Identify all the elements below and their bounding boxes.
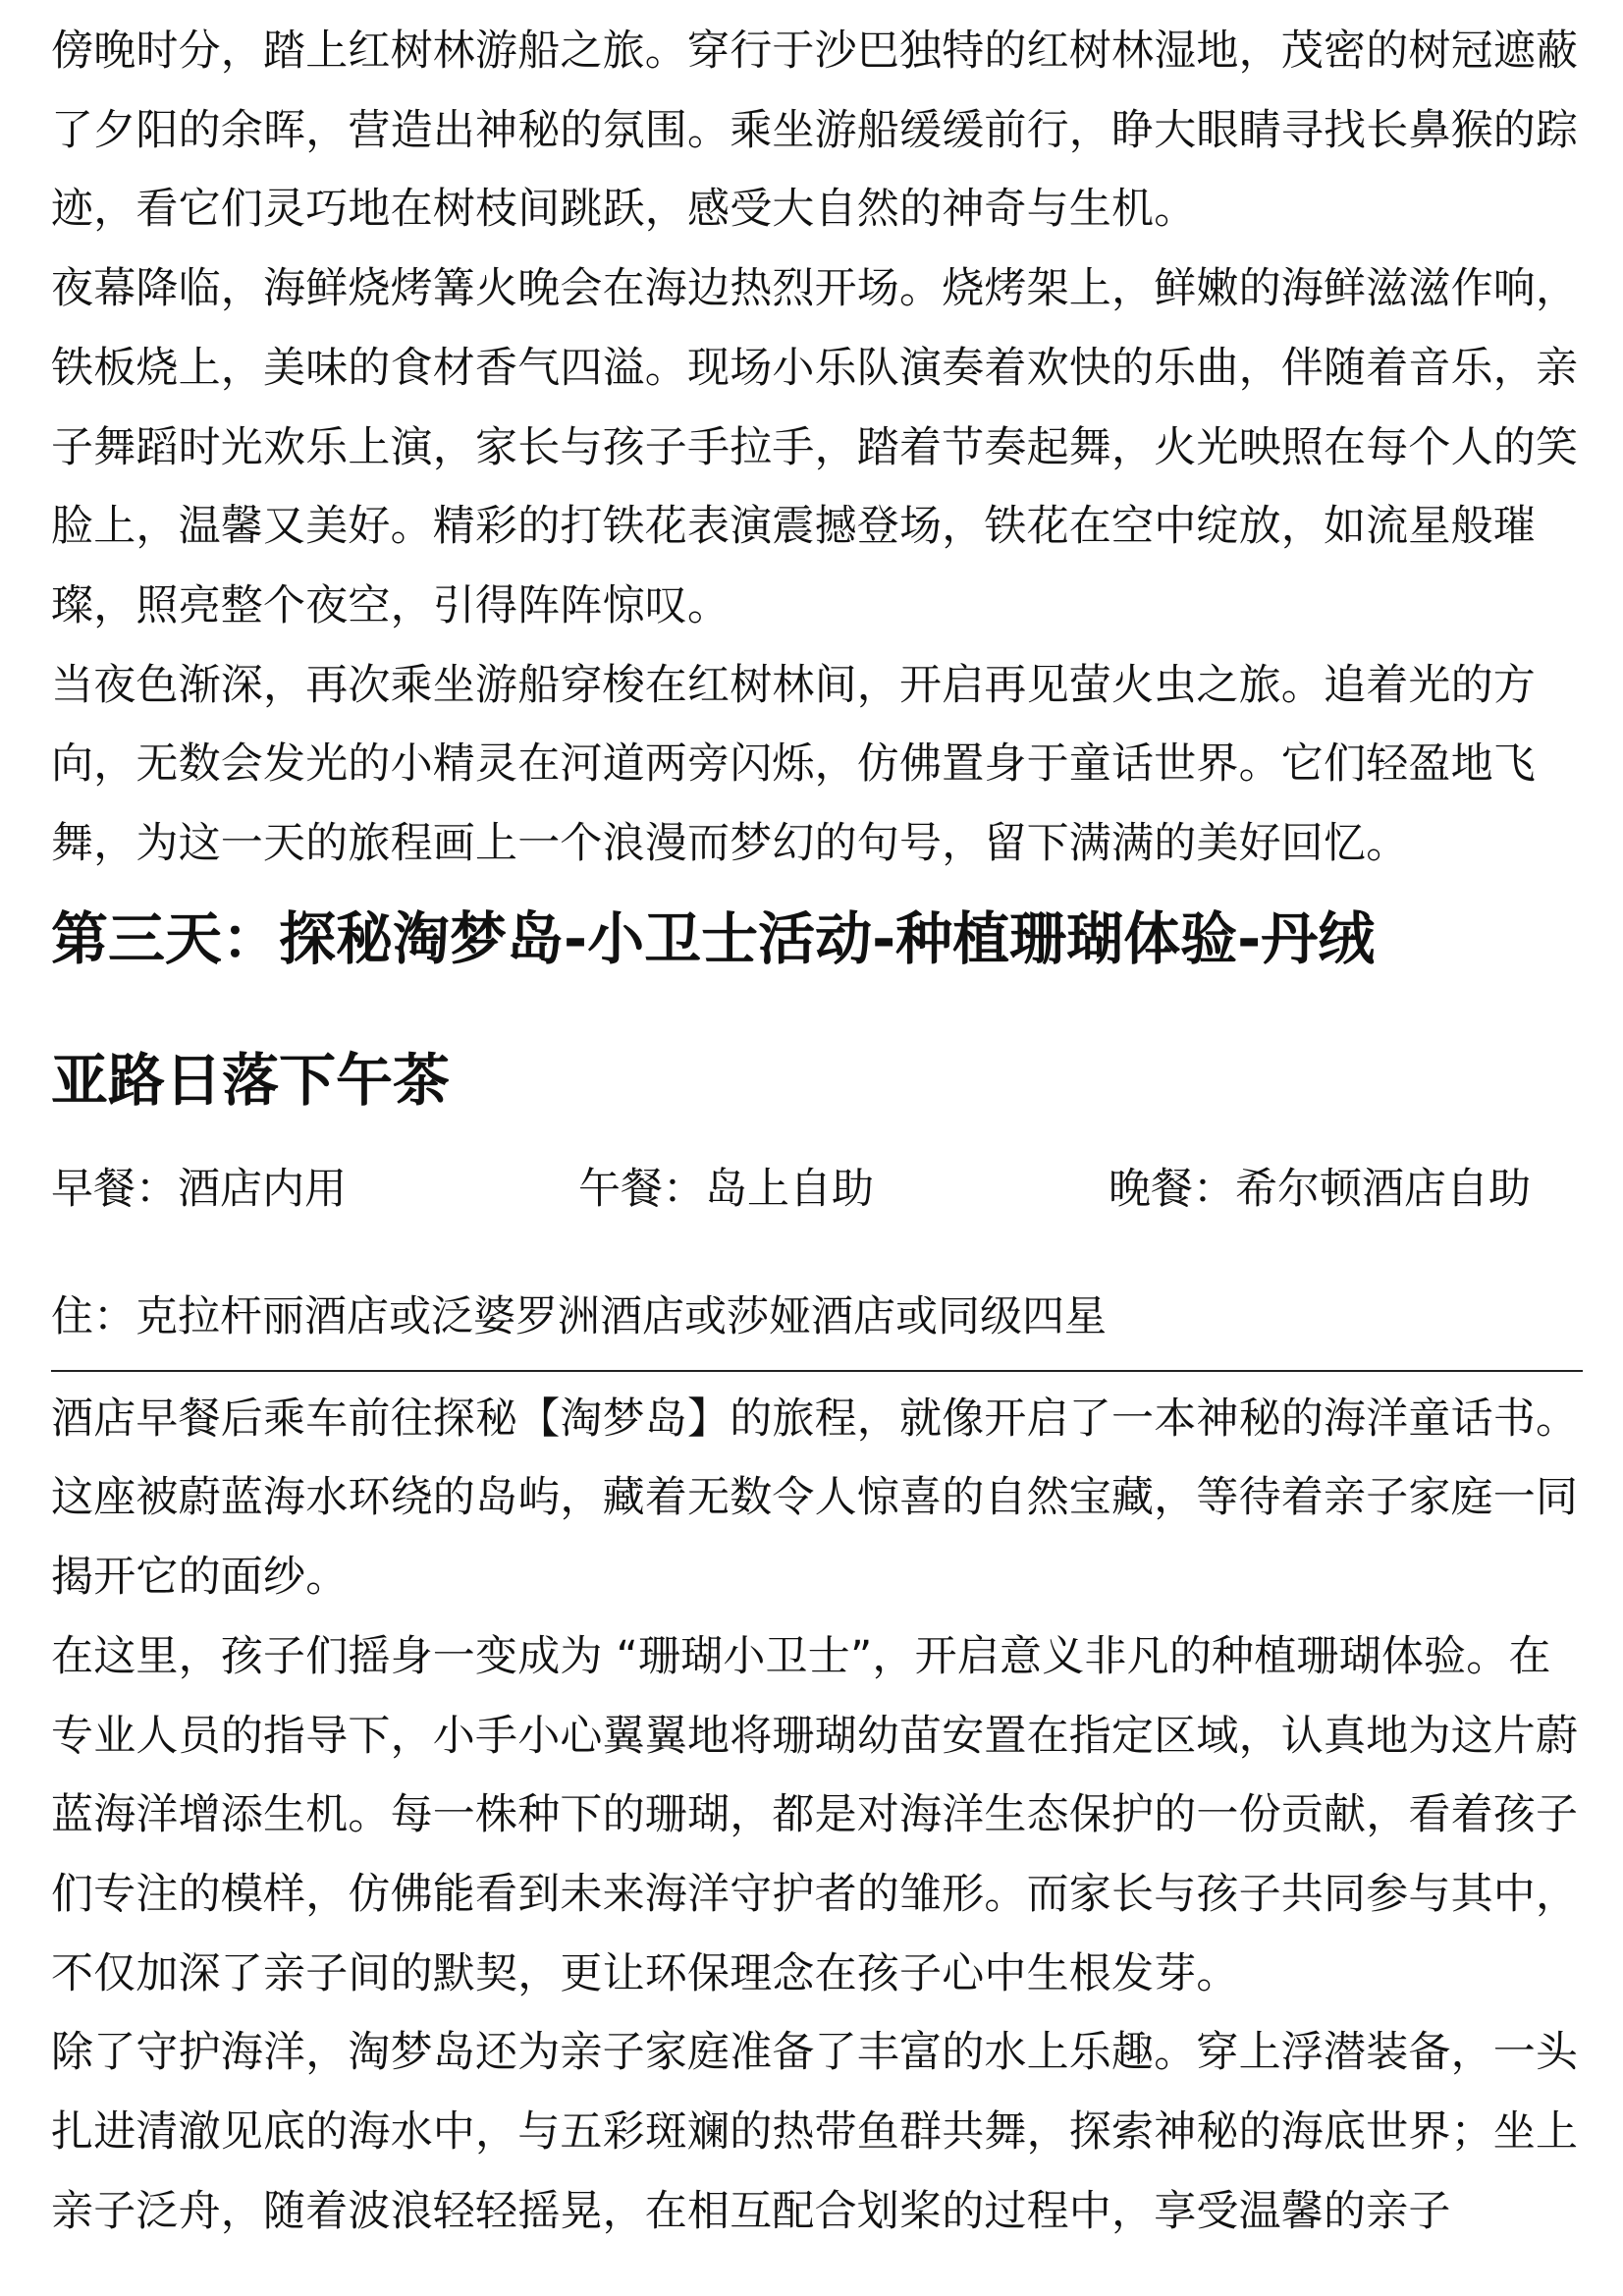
day3-heading	[51, 884, 1583, 1115]
day3-heading-line2: 亚路日落下午茶	[51, 1046, 451, 1114]
day3-paragraph-water-fun: 除了守护海洋，淘梦岛还为亲子家庭准备了丰富的水上乐趣。穿上浮潜装备，一头扎进清澈见底的海水中，与五彩斑斓的热带鱼群共舞，探索神秘的海底世界；坐上亲子泛舟，随着波浪轻轻摇晃，在相互配合划桨的过程中，享受温馨的亲子	[51, 2028, 1579, 2236]
day3-paragraph-coral-planting: 在这里，孩子们摇身一变成为 “珊瑚小卫士”，开启意义非凡的种植珊瑚体验。在专业人员的指导下，小手小心翼翼地将珊瑚幼苗安置在指定区域，认真地为这片蔚蓝海洋增添生机。每一株种下的珊瑚，都是对海洋生态保护的一份贡献，看着孩子们专注的模样，仿佛能看到未来海洋守护者的雏形。而家长与孩子共同参与其中，不仅加深了亲子间的默契，更让环保理念在孩子心中生根发芽。	[51, 1631, 1579, 1998]
meal-lunch: 午餐：岛上自助	[578, 1164, 874, 1214]
day3-heading-line1: 第三天：探秘淘梦岛-小卫士活动-种植珊瑚体验-丹绒	[51, 904, 1376, 972]
intro-paragraph-bbq-night: 夜幕降临，海鲜烧烤篝火晚会在海边热烈开场。烧烤架上，鲜嫩的海鲜滋滋作响，铁板烧上，美味的食材香气四溢。现场小乐队演奏着欢快的乐曲，伴随着音乐，亲子舞蹈时光欢乐上演，家长与孩子手拉手，踏着节奏起舞，火光映照在每个人的笑脸上，温馨又美好。精彩的打铁花表演震撼登场，铁花在空中绽放，如流星般璀璨，照亮整个夜空，引得阵阵惊叹。	[51, 264, 1579, 630]
meal-dinner: 晚餐：希尔顿酒店自助	[1109, 1164, 1531, 1214]
intro-paragraph-mangrove: 傍晚时分，踏上红树林游船之旅。穿行于沙巴独特的红树林湿地，茂密的树冠遮蔽了夕阳的余晖，营造出神秘的氛围。乘坐游船缓缓前行，睁大眼睛寻找长鼻猴的踪迹，看它们灵巧地在树枝间跳跃，感受大自然的神奇与生机。	[51, 27, 1579, 235]
intro-paragraph-fireflies: 当夜色渐深，再次乘坐游船穿梭在红树林间，开启再见萤火虫之旅。追着光的方向，无数会发光的小精灵在河道两旁闪烁，仿佛置身于童话世界。它们轻盈地飞舞，为这一天的旅程画上一个浪漫而梦幻的句号，留下满满的美好回忆。	[51, 660, 1536, 869]
day3-paragraph-island-intro: 酒店早餐后乘车前往探秘【淘梦岛】的旅程，就像开启了一本神秘的海洋童话书。这座被蔚蓝海水环绕的岛屿，藏着无数令人惊喜的自然宝藏，等待着亲子家庭一同揭开它的面纱。	[51, 1394, 1579, 1603]
meals-row	[51, 1160, 1583, 1219]
document-page	[51, 0, 1583, 2251]
section-divider	[51, 1370, 1583, 1372]
accommodation-line: 住：克拉杆丽酒店或泛婆罗洲酒店或莎娅酒店或同级四星	[51, 1291, 1107, 1341]
meal-breakfast: 早餐：酒店内用	[51, 1164, 347, 1214]
